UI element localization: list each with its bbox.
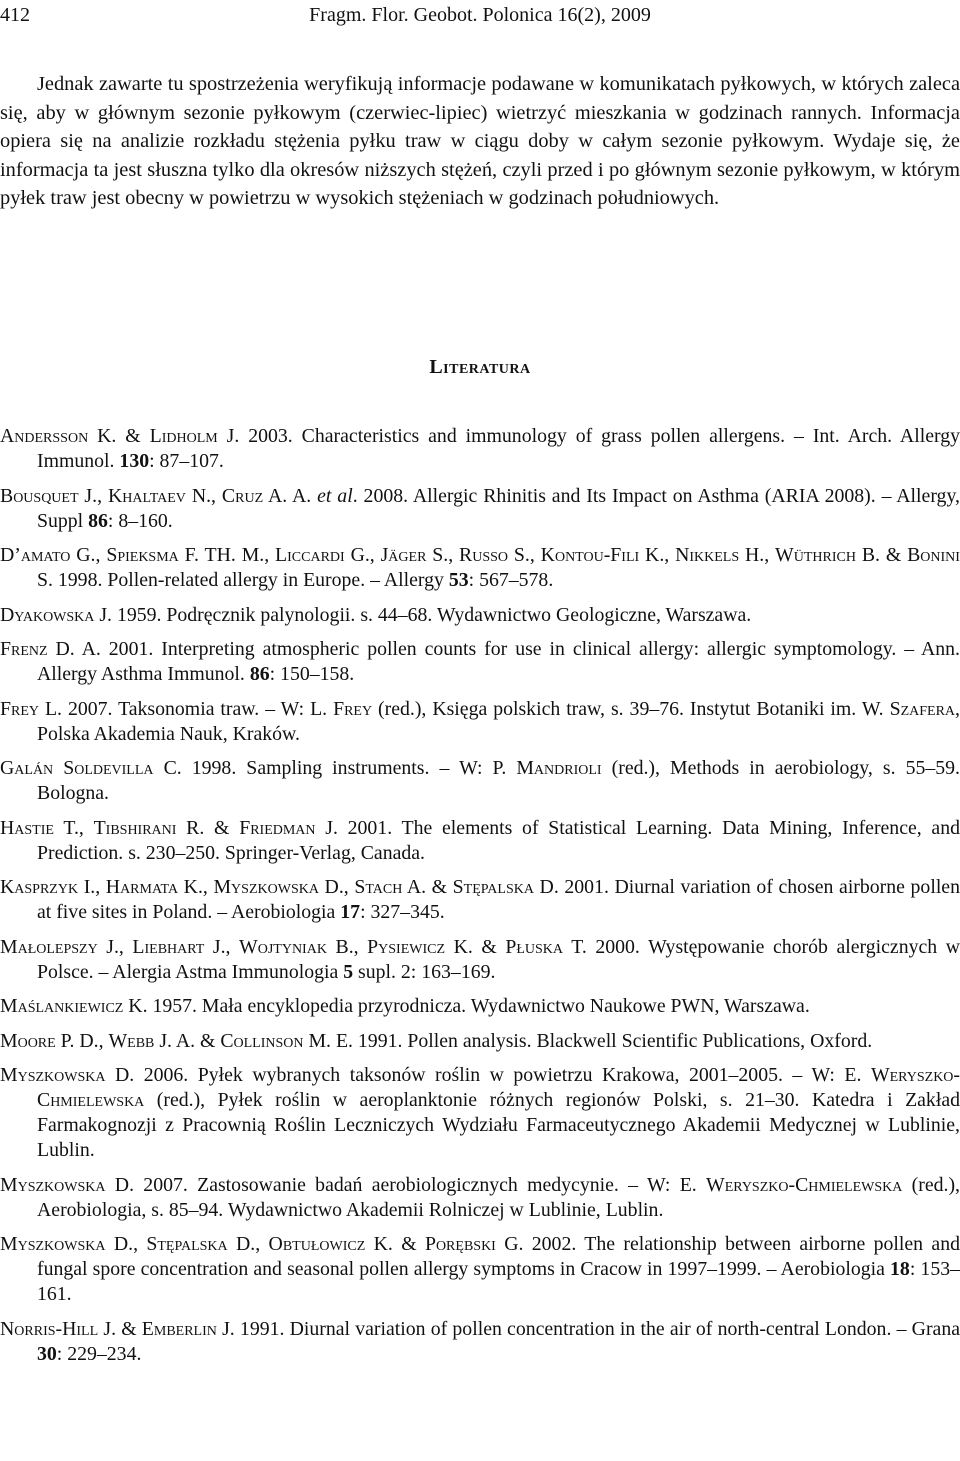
author-name: Lidholm — [149, 425, 218, 447]
volume-number: 5 — [343, 960, 354, 983]
author-name: Myszkowska — [213, 876, 319, 898]
author-name: Porębski — [424, 1233, 496, 1255]
reference-text: A. A. — [263, 484, 318, 507]
author-name: Galán Soldevilla — [0, 757, 154, 779]
author-name: Frey — [333, 697, 373, 720]
reference-text: et al — [317, 484, 353, 507]
reference-entry — [0, 603, 960, 628]
reference-text: : 567–578. — [468, 569, 554, 591]
reference-text: D., — [227, 1233, 269, 1255]
author-name: Tibshirani — [93, 816, 177, 839]
reference-text: : 153–161. — [37, 1258, 960, 1305]
reference-text: D. 2007. Zastosowanie badań aerobiologicznych medycynie. – W: E. — [105, 1173, 707, 1196]
author-name: Stępalska — [146, 1233, 228, 1255]
reference-text: J. 1991. Diurnal variation of pollen concentration in the air of north-central London. – Grana — [216, 1317, 960, 1340]
author-name: Małolepszy — [0, 935, 98, 958]
reference-entry — [0, 424, 960, 474]
reference-list — [0, 424, 960, 1376]
reference-text: (red.), Pyłek roślin w aeroplanktonie różnych regionów Polski, s. 21–30. Katedra i Zakład Farmakognozji z Pracownią Roślin Leczniczych Wydziału Farmaceutycznego Akademii Medycznej w Lublinie, Lublin. — [37, 1089, 960, 1161]
reference-text: D. 2006. Pyłek wybranych taksonów roślin w powietrzu Krakowa, 2001–2005. – W: E. — [105, 1064, 871, 1086]
reference-text: T., — [53, 816, 94, 839]
author-name: Liebhart — [132, 935, 205, 958]
reference-text: K. & — [88, 425, 150, 447]
reference-entry — [0, 697, 960, 747]
author-name: Mandrioli — [516, 757, 602, 779]
author-name: Nikkels — [675, 544, 740, 566]
reference-text: P. D., — [55, 1029, 109, 1052]
reference-entry — [0, 994, 960, 1019]
reference-entry — [0, 637, 960, 687]
author-name: Pysiewicz — [367, 935, 446, 958]
reference-text: K. & — [445, 935, 506, 958]
reference-text: G., — [70, 544, 107, 566]
reference-entry — [0, 1317, 960, 1367]
volume-number: 18 — [890, 1258, 910, 1280]
reference-text: : 150–158. — [269, 663, 355, 685]
reference-text: B., — [326, 935, 368, 958]
author-name: Bousquet — [0, 484, 79, 507]
reference-text: : 87–107. — [149, 450, 224, 472]
reference-text: J. & — [98, 1317, 142, 1340]
volume-number: 17 — [340, 901, 361, 923]
reference-text: A. & — [402, 876, 453, 898]
author-name: Myszkowska — [0, 1064, 106, 1086]
reference-text: K., — [639, 544, 676, 566]
body-paragraph: Jednak zawarte tu spostrzeżenia weryfikują informacje podawane w komunikatach pyłkowych, w których zaleca się, aby w głównym sezonie pyłkowym (czerwiec-lipiec) wietrzyć mieszkania w godzinach rannych. Informacja opiera się na analizie rozkładu stężenia pyłku traw w ciągu doby w całym sezonie pyłkowym. Wydaje się, że informacja ta jest słuszna tylko dla okresów niższych stężeń, czyli przed i po głównym sezonie pyłkowym, w którym pyłek traw jest obecny w powietrzu w wysokich stężeniach w godzinach południowych. — [0, 73, 960, 209]
author-name: Myszkowska — [0, 1173, 106, 1196]
author-name: Emberlin — [141, 1317, 217, 1340]
reference-entry — [0, 1063, 960, 1163]
author-name: Wojtyniak — [239, 935, 327, 958]
author-name: Wüthrich — [775, 544, 856, 566]
page-header — [0, 0, 960, 30]
reference-text: I., — [78, 876, 106, 898]
reference-text: D., — [318, 876, 355, 898]
reference-text: : 327–345. — [360, 901, 445, 923]
reference-text: J., — [78, 484, 108, 507]
reference-text: supl. 2: 163–169. — [353, 960, 496, 983]
reference-entry — [0, 1029, 960, 1054]
reference-text: C. 1998. Sampling instruments. – W: P. — [153, 757, 517, 779]
author-name: Dyakowska — [0, 603, 95, 626]
reference-text: : 8–160. — [107, 509, 173, 532]
reference-text: J., — [97, 935, 133, 958]
reference-text: K. 1957. Mała encyklopedia przyrodnicza. Wydawnictwo Naukowe PWN, Warszawa. — [123, 995, 810, 1017]
reference-text: T. 2000. Występowanie chorób alergicznych w Polsce. – Alergia Astma Immunologia — [37, 935, 960, 983]
author-name: Płuska — [505, 935, 564, 958]
reference-text: J. 2001. The elements of Statistical Learning. Data Mining, Inference, and Prediction. s. 230–250. Springer-Verlag, Canada. — [37, 816, 960, 864]
author-name: Norris-Hill — [0, 1317, 99, 1340]
reference-text: . 2008. Allergic Rhinitis and Its Impact on Asthma (ARIA 2008). – Allergy, Suppl — [37, 484, 960, 532]
author-name: Andersson — [0, 425, 89, 447]
volume-number: 130 — [119, 450, 150, 472]
reference-entry — [0, 756, 960, 806]
reference-text: G., — [344, 544, 381, 566]
author-name: Collinson — [220, 1029, 304, 1052]
author-name: Obtułowicz — [268, 1233, 366, 1255]
reference-text: (red.), Aerobiologia, s. 85–94. Wydawnictwo Akademii Rolniczej w Lublinie, Lublin. — [37, 1173, 960, 1221]
author-name: Kasprzyk — [0, 876, 79, 898]
reference-text: S., — [426, 544, 460, 566]
reference-text: M. E. 1991. Pollen analysis. Blackwell Scientific Publications, Oxford. — [303, 1029, 873, 1052]
reference-text: D., — [105, 1233, 147, 1255]
reference-text: K., — [178, 876, 214, 898]
author-name: Spieksma — [106, 544, 179, 566]
author-name: Russo — [459, 544, 509, 566]
author-name: Kontou-Fili — [540, 544, 640, 566]
reference-text: J. A. & — [154, 1029, 221, 1052]
reference-text: D. 2001. Diurnal variation of chosen airborne pollen at five sites in Poland. – Aerobiologia — [37, 876, 960, 923]
author-name: Friedman — [239, 816, 316, 839]
page-number: 412 — [0, 4, 30, 26]
reference-text: , Polska Akademia Nauk, Kraków. — [37, 697, 960, 745]
reference-text: R. & — [176, 816, 240, 839]
reference-entry — [0, 1173, 960, 1223]
reference-entry — [0, 543, 960, 593]
author-name: Khaltaev — [107, 484, 186, 507]
author-name: Bonini — [907, 544, 960, 566]
reference-text: H., — [739, 544, 776, 566]
author-name: Webb — [108, 1029, 155, 1052]
reference-text: S. 1998. Pollen-related allergy in Europe. – Allergy — [37, 569, 449, 591]
author-name: Moore — [0, 1029, 56, 1052]
reference-text: J. 1959. Podręcznik palynologii. s. 44–68. Wydawnictwo Geologiczne, Warszawa. — [94, 603, 752, 626]
author-name: Harmata — [105, 876, 179, 898]
reference-entry — [0, 816, 960, 866]
reference-text: B. & — [855, 544, 908, 566]
reference-entry — [0, 875, 960, 925]
author-name: Weryszko-Chmielewska — [37, 1064, 960, 1111]
author-name: Maślankiewicz — [0, 995, 124, 1017]
author-name: Weryszko-Chmielewska — [706, 1173, 903, 1196]
reference-text: (red.), Księga polskich traw, s. 39–76. Instytut Botaniki im. W. — [372, 697, 890, 720]
literature-heading: Literatura — [429, 356, 531, 378]
reference-entry — [0, 935, 960, 985]
reference-text: S., — [508, 544, 541, 566]
reference-text: F. TH. M., — [178, 544, 276, 566]
author-name: Stach — [354, 876, 403, 898]
reference-entry — [0, 484, 960, 534]
reference-text: D. A. 2001. Interpreting atmospheric pollen counts for use in clinical allergy: allergic symptomology. – Ann. Allergy Asthma Immunol. — [37, 638, 960, 685]
reference-entry — [0, 1232, 960, 1307]
volume-number: 86 — [249, 663, 270, 685]
reference-text: G. 2002. The relationship between airborne pollen and fungal spore concentration and seasonal pollen allergy symptoms in Cracow in 1997–1999. – Aerobiologia — [37, 1233, 960, 1280]
volume-number: 86 — [88, 509, 108, 532]
reference-text: J. 2003. Characteristics and immunology of grass pollen allergens. – Int. Arch. Allergy Immunol. — [37, 425, 960, 472]
reference-text: : 229–234. — [56, 1342, 142, 1365]
reference-text: L. 2007. Taksonomia traw. – W: L. — [39, 697, 334, 720]
volume-number: 53 — [448, 569, 469, 591]
volume-number: 30 — [37, 1342, 57, 1365]
author-name: D’amato — [0, 544, 71, 566]
author-name: Jäger — [380, 544, 427, 566]
author-name: Liccardi — [275, 544, 345, 566]
author-name: Hastie — [0, 816, 54, 839]
author-name: Szafera — [889, 697, 956, 720]
author-name: Myszkowska — [0, 1233, 106, 1255]
author-name: Frenz — [0, 638, 48, 660]
reference-text: J., — [204, 935, 240, 958]
author-name: Stępalska — [452, 876, 534, 898]
author-name: Frey — [0, 697, 40, 720]
running-title: Fragm. Flor. Geobot. Polonica 16(2), 2009 — [309, 4, 651, 26]
reference-text: K. & — [365, 1233, 425, 1255]
author-name: Cruz — [221, 484, 264, 507]
reference-text: (red.), Methods in aerobiology, s. 55–59. Bologna. — [37, 757, 960, 804]
reference-text: N., — [185, 484, 222, 507]
